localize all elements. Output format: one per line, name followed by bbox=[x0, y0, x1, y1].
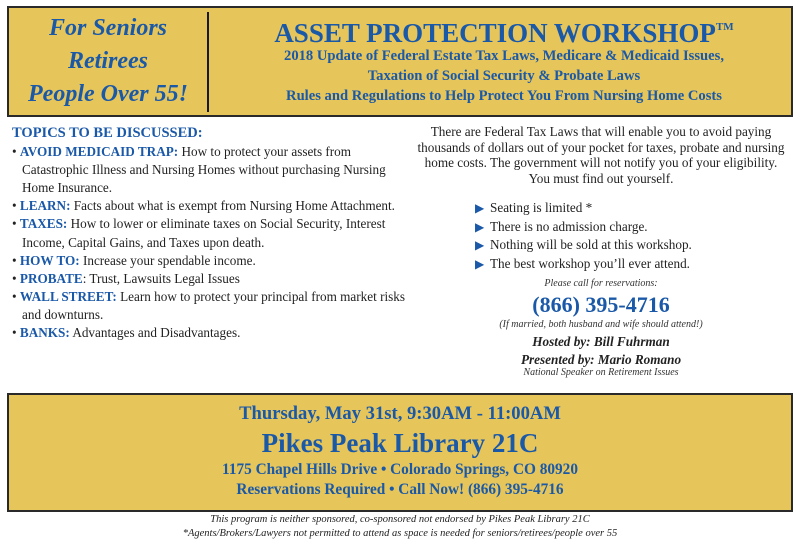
trademark-mark: TM bbox=[715, 21, 734, 33]
topic-item: • LEARN: Facts about what is exempt from Nursing Home Attachment. bbox=[12, 198, 395, 214]
workshop-title-text: ASSET PROTECTION WORKSHOP bbox=[274, 18, 716, 48]
workshop-subtitle bbox=[215, 46, 793, 106]
benefit-text: Nothing will be sold at this workshop. bbox=[490, 237, 692, 252]
event-banner bbox=[7, 393, 793, 512]
topic-item: • PROBATE: Trust, Lawsuits Legal Issues bbox=[12, 270, 240, 286]
topic-text: : Trust, Lawsuits Legal Issues bbox=[82, 270, 240, 286]
event-date: Thursday, May 31st, 9:30AM - 11:00AM bbox=[239, 403, 561, 424]
topic-text: Facts about what is exempt from Nursing Home Attachment. bbox=[70, 198, 395, 214]
topic-label: LEARN: bbox=[19, 198, 71, 214]
topic-label: HOW TO: bbox=[19, 252, 80, 268]
subtitle-line: Rules and Regulations to Help Protect You From Nursing Home Costs bbox=[286, 88, 722, 104]
event-address: 1175 Chapel Hills Drive • Colorado Springs, CO 80920 bbox=[222, 461, 578, 478]
speaker-title: National Speaker on Retirement Issues bbox=[523, 367, 679, 378]
header-divider bbox=[207, 12, 209, 112]
topic-label: TAXES: bbox=[19, 216, 68, 232]
audience-block bbox=[9, 12, 207, 111]
info-section bbox=[415, 124, 787, 378]
topic-label: PROBATE bbox=[19, 270, 83, 286]
benefit-text: There is no admission charge. bbox=[490, 218, 648, 234]
header-banner bbox=[7, 6, 793, 117]
topic-label: WALL STREET: bbox=[19, 288, 117, 304]
benefit-item bbox=[475, 236, 787, 255]
benefit-text: The best workshop you’ll ever attend. bbox=[490, 255, 690, 271]
footer-disclaimer bbox=[0, 513, 800, 541]
benefit-item bbox=[475, 218, 787, 237]
intro-paragraph: There are Federal Tax Laws that will enable you to avoid paying thousands of dollars out of your pocket for taxes, probate and nursing home costs. The government will not notify you of your eligibility. You must find out yourself. bbox=[417, 124, 785, 186]
workshop-title bbox=[215, 12, 793, 48]
topics-section bbox=[12, 124, 408, 342]
benefit-item bbox=[475, 199, 787, 218]
topic-text: How to protect your assets from Catastrophic Illness and Nursing Homes without purchasing Nursing Home Insurance. bbox=[22, 144, 386, 196]
benefit-item bbox=[475, 255, 787, 274]
triangle-right-icon: ▶ bbox=[475, 201, 485, 215]
audience-line: For Seniors bbox=[48, 15, 168, 41]
topic-label: AVOID MEDICAID TRAP: bbox=[19, 144, 179, 160]
topic-item: • WALL STREET: Learn how to protect your principal from market risks and downturns. bbox=[12, 288, 406, 322]
triangle-right-icon: ▶ bbox=[475, 238, 485, 252]
subtitle-line: Taxation of Social Security & Probate Laws bbox=[367, 68, 641, 84]
event-reservations: Reservations Required • Call Now! (866) 395-4716 bbox=[236, 481, 564, 498]
please-call-note: Please call for reservations: bbox=[544, 278, 658, 289]
topic-item: • TAXES: How to lower or eliminate taxes on Social Security, Interest Income, Capital Gains, and Taxes upon death. bbox=[12, 216, 386, 250]
topic-text: Advantages and Disadvantages. bbox=[69, 325, 241, 341]
topic-item: • HOW TO: Increase your spendable income. bbox=[12, 252, 256, 268]
triangle-right-icon: ▶ bbox=[475, 219, 485, 234]
audience-line: People Over 55! bbox=[28, 81, 188, 107]
topic-label: BANKS: bbox=[19, 325, 70, 341]
topic-text: Learn how to protect your principal from market risks and downturns. bbox=[22, 288, 406, 322]
topic-text: How to lower or eliminate taxes on Social Security, Interest Income, Capital Gains, and Taxes upon death. bbox=[22, 216, 386, 250]
presented-by: Presented by: Mario Romano bbox=[520, 352, 682, 367]
event-venue: Pikes Peak Library 21C bbox=[261, 428, 539, 458]
topic-item: • AVOID MEDICAID TRAP: How to protect your assets from Catastrophic Illness and Nursing Homes without purchasing Nursing Home Insurance. bbox=[12, 144, 386, 196]
topics-heading: TOPICS TO BE DISCUSSED: bbox=[12, 125, 203, 141]
disclaimer-line: This program is neither sponsored, co-sponsored not endorsed by Pikes Peak Library 21C bbox=[210, 514, 590, 525]
married-note: (If married, both husband and wife should attend!) bbox=[499, 319, 703, 330]
subtitle-line: 2018 Update of Federal Estate Tax Laws, Medicare & Medicaid Issues, bbox=[284, 48, 724, 64]
disclaimer-line: *Agents/Brokers/Lawyers not permitted to attend as space is needed for seniors/retirees/people over 55 bbox=[182, 528, 618, 539]
phone-number[interactable]: (866) 395-4716 bbox=[532, 292, 670, 317]
topic-text: Increase your spendable income. bbox=[79, 252, 256, 268]
triangle-right-icon: ▶ bbox=[475, 256, 485, 271]
benefit-list bbox=[475, 199, 787, 273]
audience-line: Retirees bbox=[68, 48, 148, 74]
topic-item: • BANKS: Advantages and Disadvantages. bbox=[12, 325, 241, 341]
benefit-text: Seating is limited * bbox=[490, 200, 593, 215]
hosted-by: Hosted by: Bill Fuhrman bbox=[532, 334, 670, 349]
